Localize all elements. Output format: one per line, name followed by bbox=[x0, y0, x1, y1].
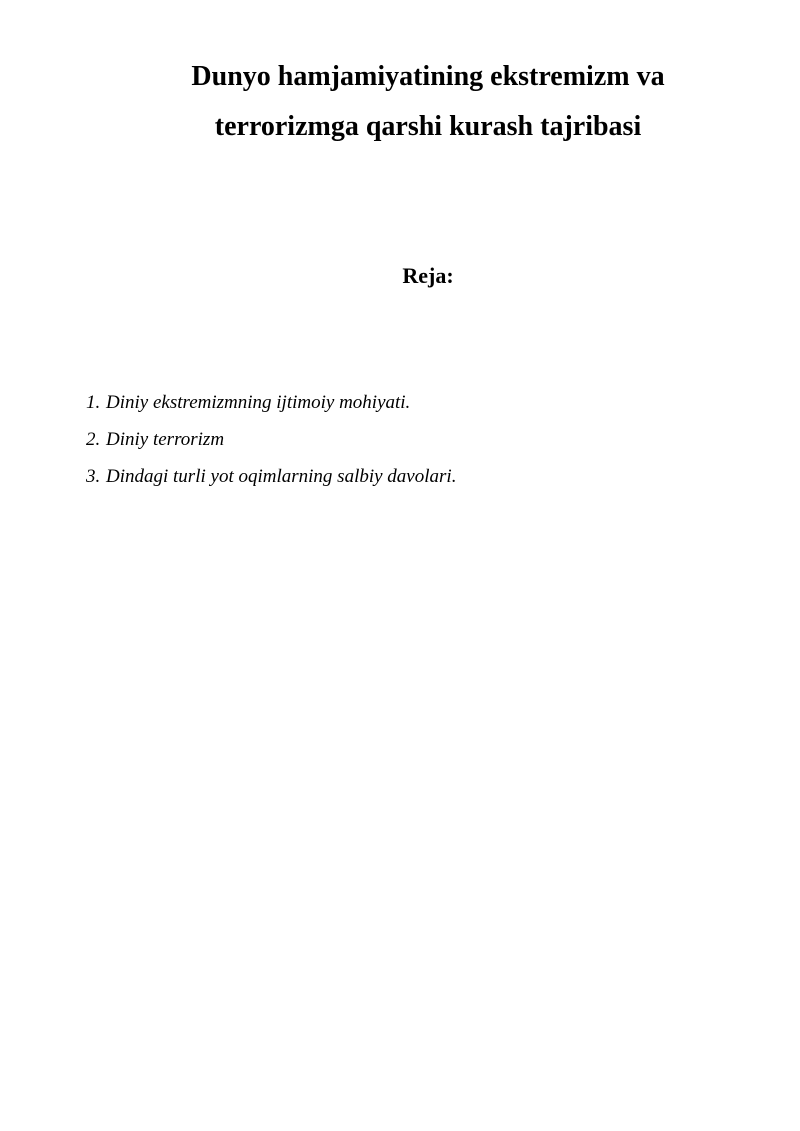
plan-item-text: Dindagi turli yot oqimlarning salbiy davolari. bbox=[106, 466, 457, 487]
document-title-line-2: terrorizmga qarshi kurash tajribasi bbox=[214, 111, 642, 142]
plan-item-number: 2. bbox=[86, 429, 101, 450]
plan-list bbox=[86, 384, 456, 495]
plan-item-number: 3. bbox=[86, 466, 101, 487]
plan-heading: Reja: bbox=[402, 263, 454, 288]
plan-list-item-1 bbox=[86, 384, 456, 421]
plan-list-item-3 bbox=[86, 458, 456, 495]
plan-item-text: Diniy ekstremizmning ijtimoiy mohiyati. bbox=[106, 392, 411, 413]
plan-item-number: 1. bbox=[86, 392, 101, 413]
plan-list-item-2 bbox=[86, 421, 456, 458]
document-title bbox=[150, 52, 706, 152]
document-title-line-1: Dunyo hamjamiyatining ekstremizm va bbox=[191, 61, 665, 92]
plan-item-text: Diniy terrorizm bbox=[106, 429, 225, 450]
